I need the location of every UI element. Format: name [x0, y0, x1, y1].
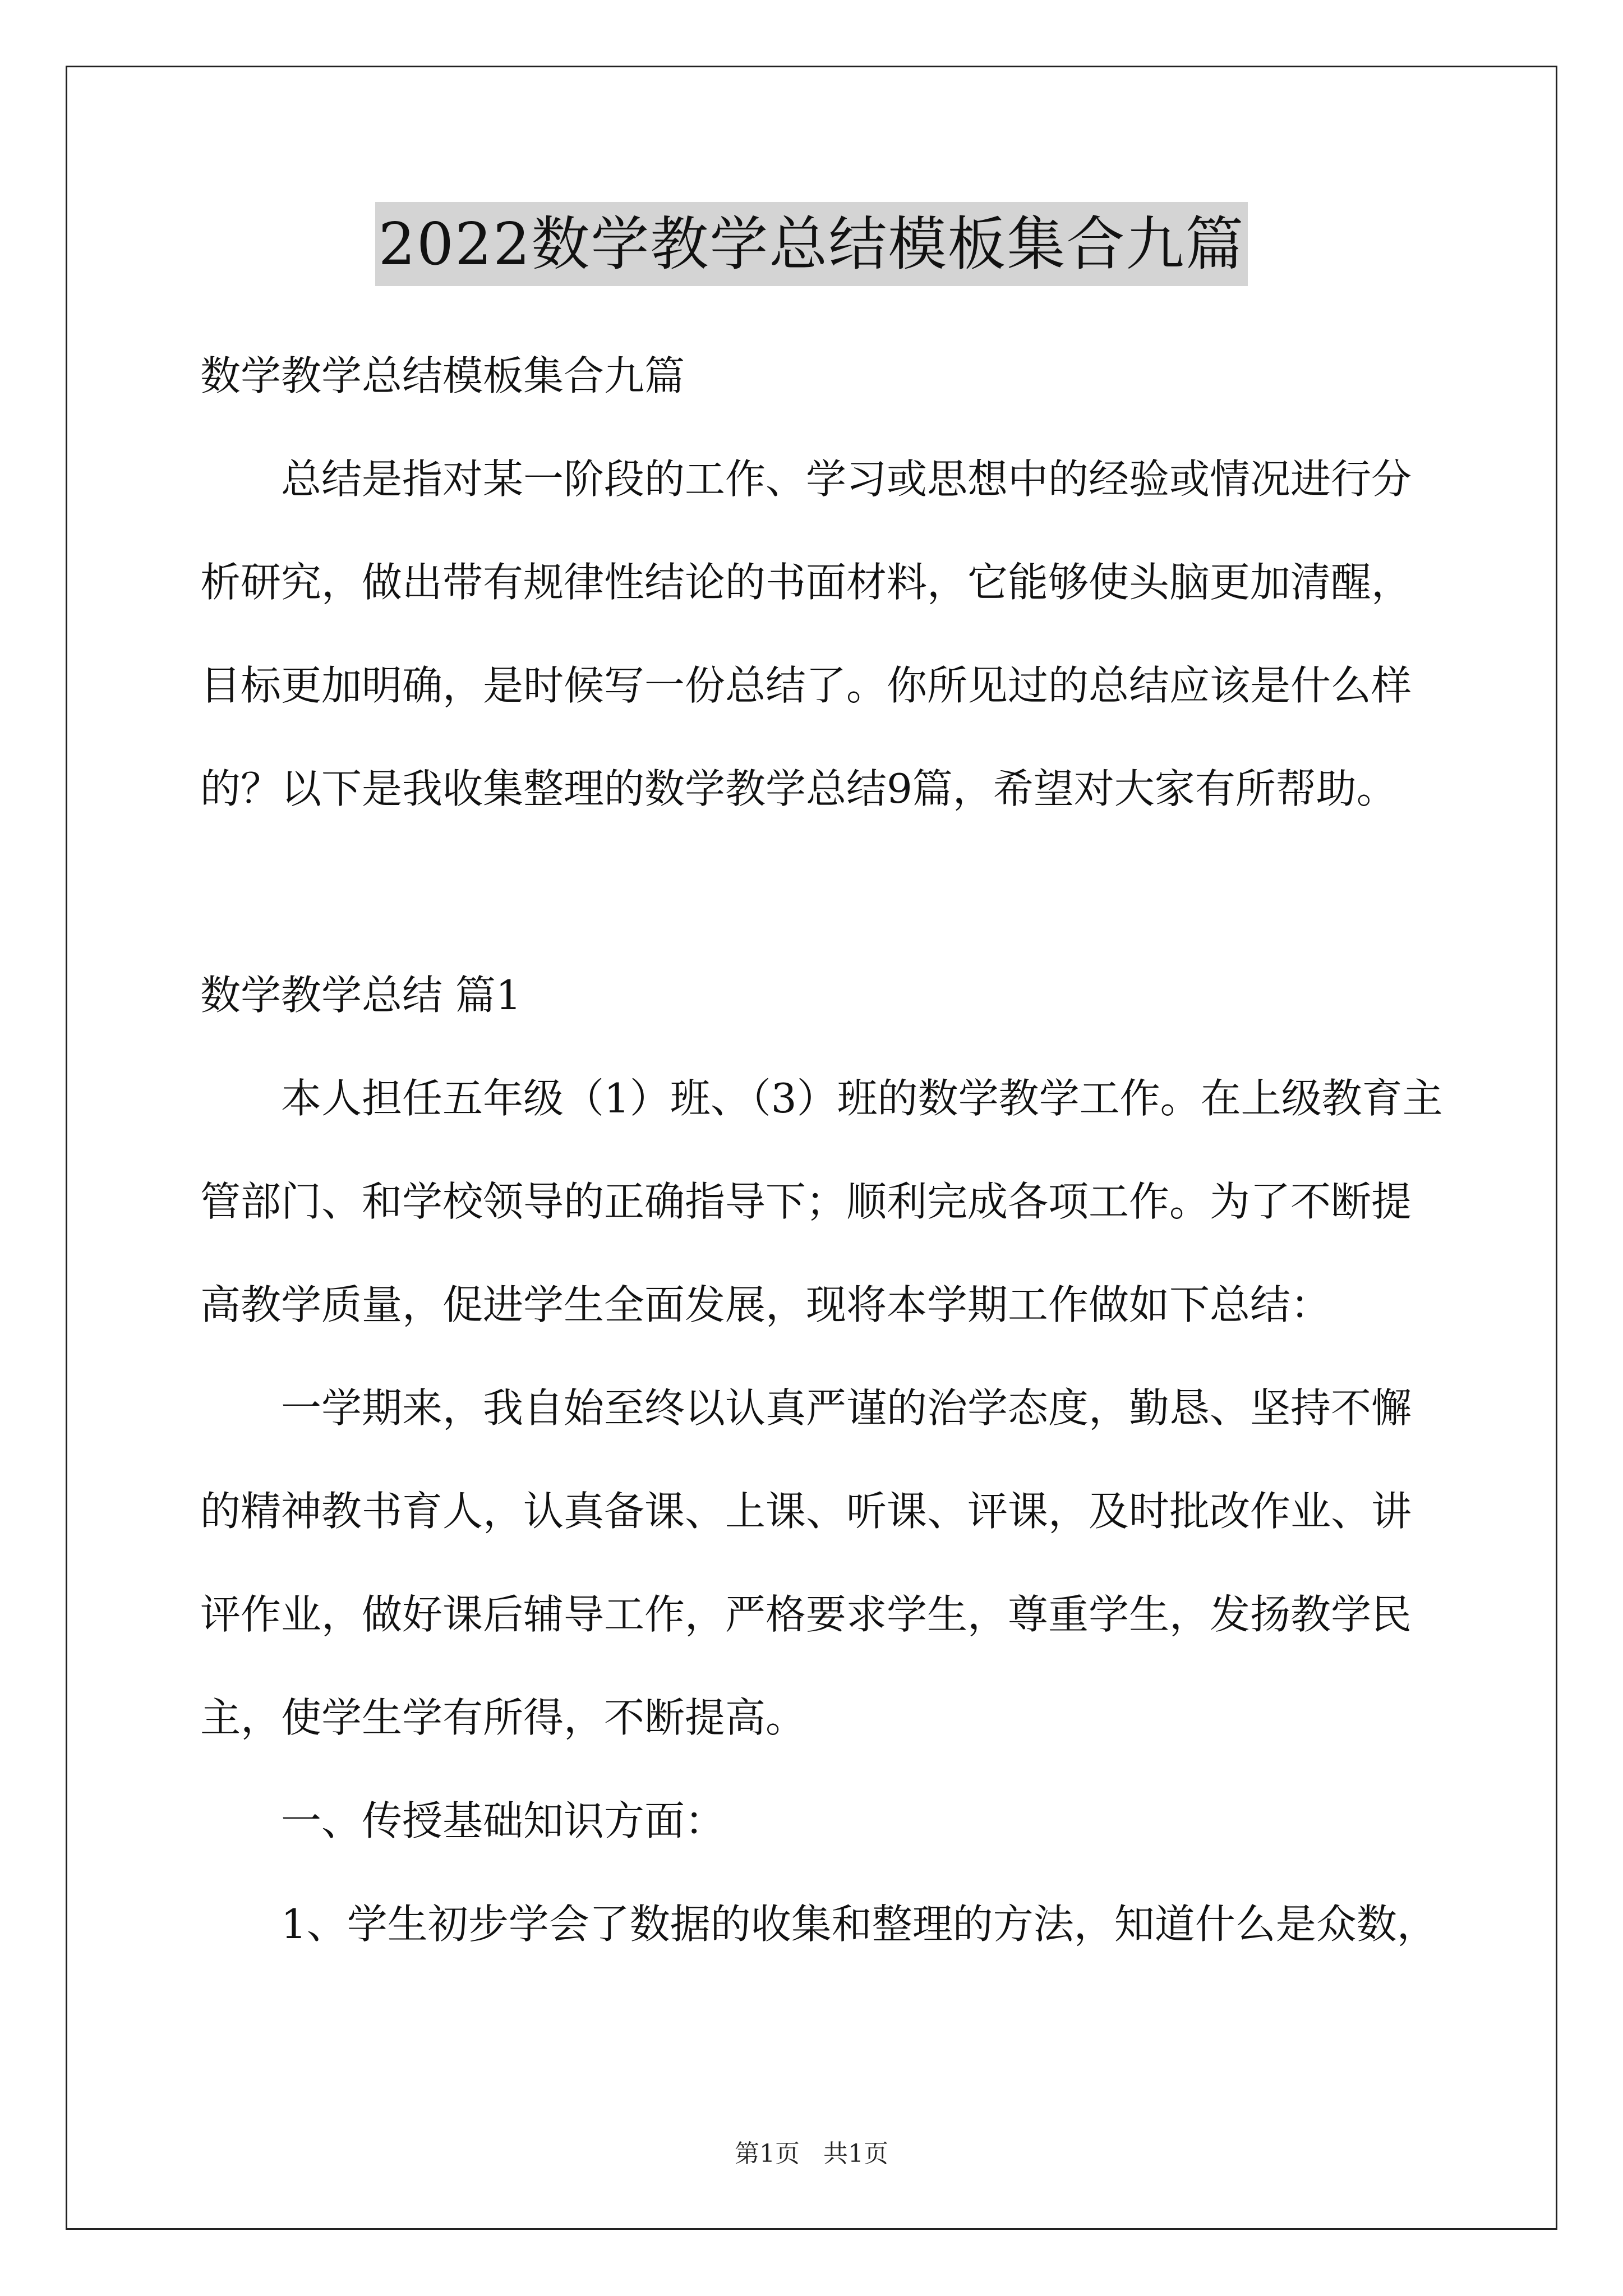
intro-line-1: 总结是指对某一阶段的工作、学习或思想中的经验或情况进行分: [281, 455, 1412, 503]
document-title: 2022数学教学总结模板集合九篇: [375, 202, 1248, 286]
list-item-1: 1、学生初步学会了数据的收集和整理的方法，知道什么是众数，: [281, 1901, 1437, 1948]
para1-line-3: 高教学质量，促进学生全面发展，现将本学期工作做如下总结：: [200, 1281, 1331, 1328]
page-footer: [0, 2137, 1623, 2171]
para2-line-2: 的精神教书育人，认真备课、上课、听课、评课，及时批改作业、讲: [200, 1488, 1412, 1535]
intro-line-4: 的？以下是我收集整理的数学教学总结9篇，希望对大家有所帮助。: [200, 765, 1397, 812]
para2-line-1: 一学期来，我自始至终以认真严谨的治学态度，勤恳、坚持不懈: [281, 1384, 1412, 1432]
title-container: [0, 202, 1623, 286]
para1-line-2: 管部门、和学校领导的正确指导下；顺利完成各项工作。为了不断提: [200, 1178, 1412, 1225]
intro-line-2: 析研究，做出带有规律性结论的书面材料，它能够使头脑更加清醒，: [200, 559, 1412, 606]
para1-line-1: 本人担任五年级（1）班、（3）班的数学教学工作。在上级教育主: [281, 1075, 1443, 1122]
para2-line-4: 主，使学生学有所得，不断提高。: [200, 1694, 806, 1741]
section-heading: 数学教学总结 篇1: [200, 972, 522, 1019]
subheading: 一、传授基础知识方面：: [281, 1797, 726, 1844]
page-number-current: 第1页: [735, 2139, 800, 2168]
document-subtitle: 数学教学总结模板集合九篇: [200, 352, 685, 399]
page-number-total: 共1页: [823, 2139, 888, 2168]
para2-line-3: 评作业，做好课后辅导工作，严格要求学生，尊重学生，发扬教学民: [200, 1591, 1412, 1638]
intro-line-3: 目标更加明确，是时候写一份总结了。你所见过的总结应该是什么样: [200, 662, 1412, 709]
